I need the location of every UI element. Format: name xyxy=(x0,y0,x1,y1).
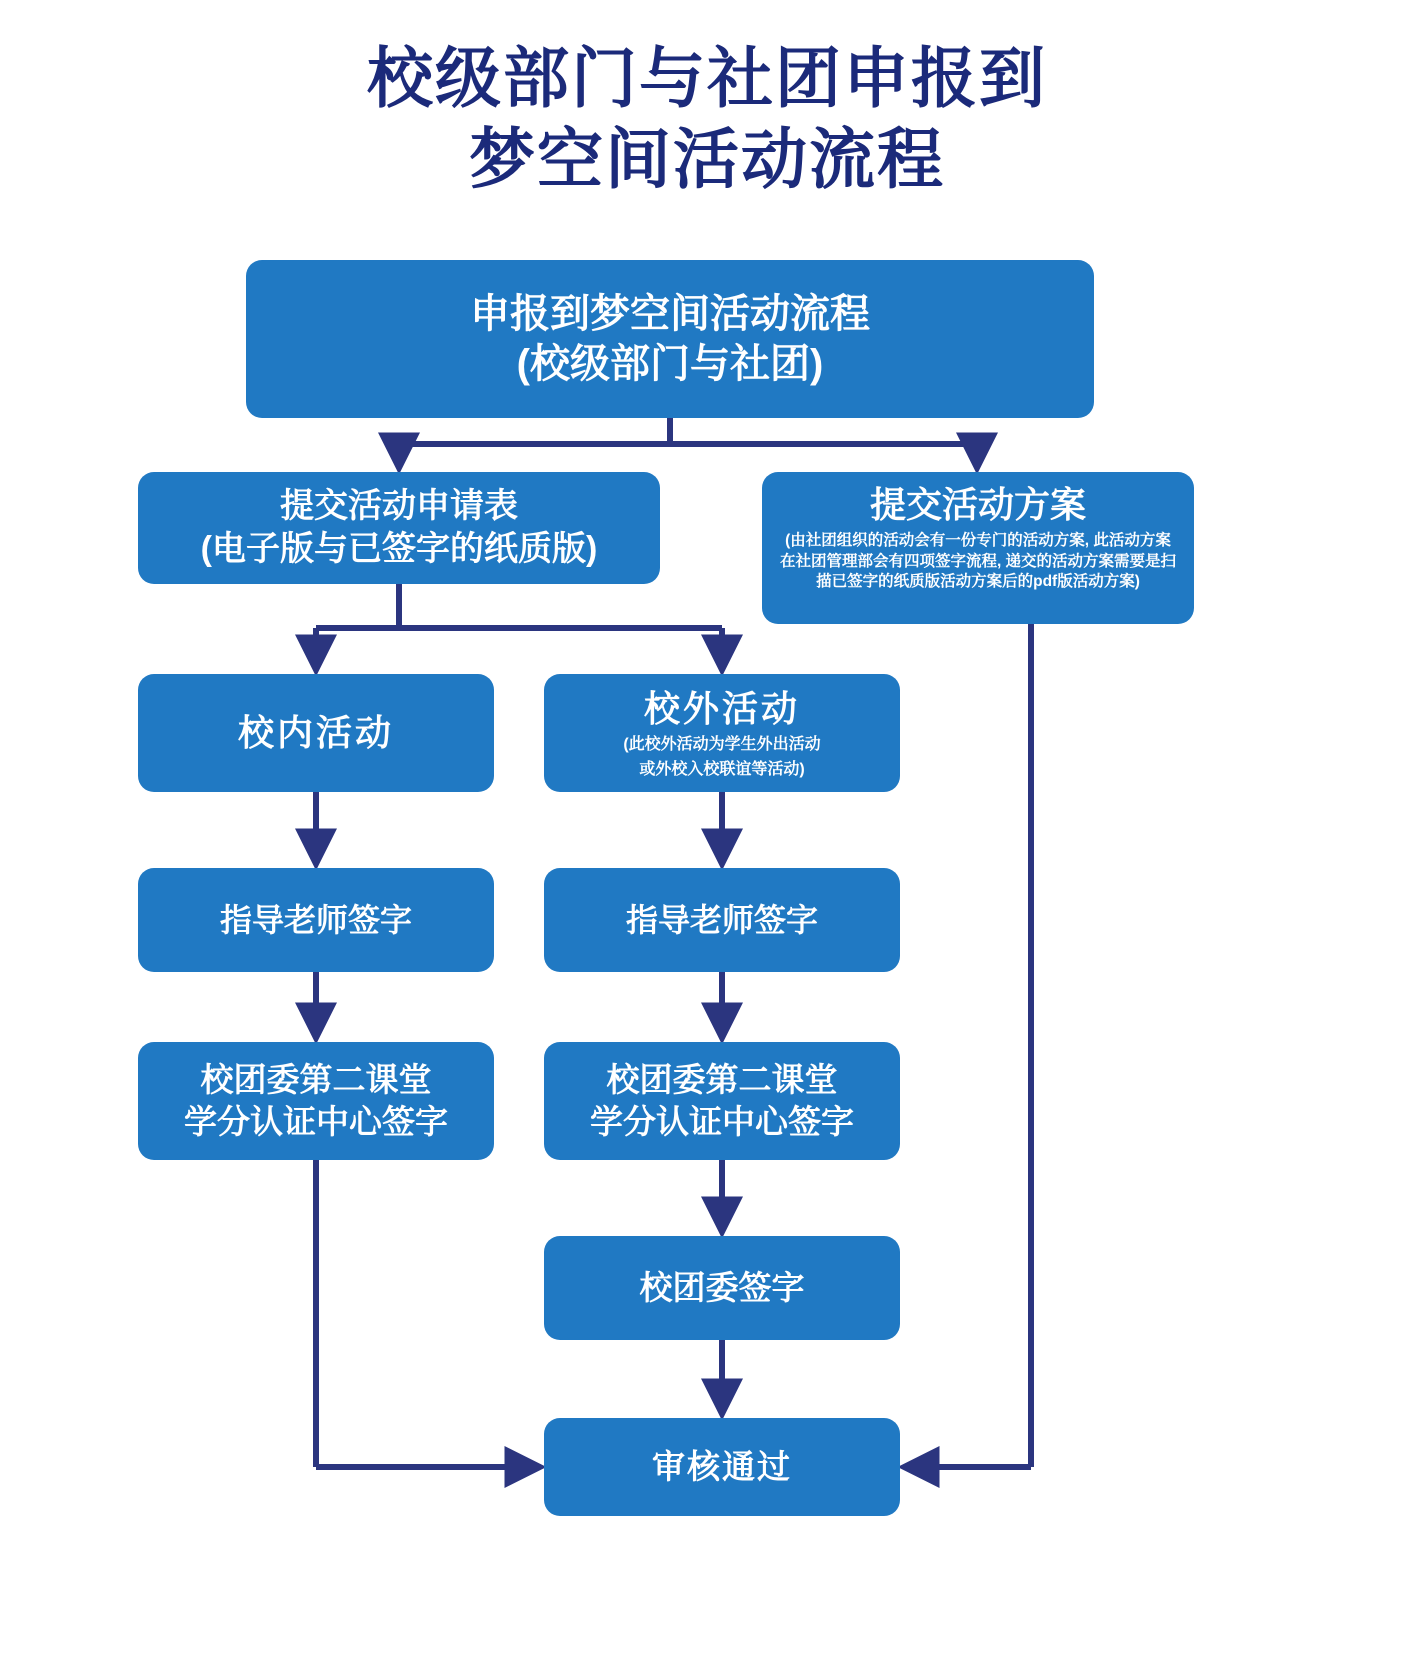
node-credit-center-left-line-2: 学分认证中心签字 xyxy=(184,1103,448,1140)
node-on-campus-activity xyxy=(138,674,494,792)
node-approved-label: 审核通过 xyxy=(652,1448,792,1486)
node-credit-center-right-line-2: 学分认证中心签字 xyxy=(590,1103,854,1140)
node-root-line-2: (校级部门与社团) xyxy=(516,342,824,386)
node-submit-activity-plan xyxy=(762,472,1194,624)
node-root-process xyxy=(246,260,1094,418)
node-advisor-signature-right xyxy=(544,868,900,972)
node-submit-application-form xyxy=(138,472,660,584)
page-title-line-2: 梦空间活动流程 xyxy=(469,121,945,196)
node-credit-center-signature-left xyxy=(138,1042,494,1160)
node-off-campus-label: 校外活动 xyxy=(643,688,800,729)
node-advisor-signature-left xyxy=(138,868,494,972)
node-on-campus-label: 校内活动 xyxy=(237,712,394,754)
node-submit-plan-note: (由社团组织的活动会有一份专门的活动方案, 此活动方案在社团管理部会有四项签字流程, 递交的活动方案需要是扫描已签字的纸质版活动方案后的pdf版活动方案) xyxy=(779,532,1177,590)
node-off-campus-note-line-2: 或外校入校联谊等活动) xyxy=(639,761,805,779)
node-approved xyxy=(544,1418,900,1516)
node-advisor-signature-right-label: 指导老师签字 xyxy=(625,901,818,938)
node-submit-form-line-1: 提交活动申请表 xyxy=(280,487,518,526)
node-root-line-1: 申报到梦空间活动流程 xyxy=(470,291,870,336)
page-title-line-1: 校级部门与社团申报到 xyxy=(367,41,1047,115)
node-youth-league-label: 校团委签字 xyxy=(639,1269,805,1307)
node-credit-center-right-line-1: 校团委第二课堂 xyxy=(606,1061,838,1099)
node-off-campus-note-line-1: (此校外活动为学生外出活动 xyxy=(623,736,821,754)
node-submit-form-line-2: (电子版与已签字的纸质版) xyxy=(200,530,598,568)
node-advisor-signature-left-label: 指导老师签字 xyxy=(219,901,412,938)
node-credit-center-signature-right xyxy=(544,1042,900,1160)
node-off-campus-activity xyxy=(544,674,900,792)
node-youth-league-signature xyxy=(544,1236,900,1340)
node-submit-plan-label: 提交活动方案 xyxy=(869,484,1086,525)
node-credit-center-left-line-1: 校团委第二课堂 xyxy=(200,1061,432,1099)
